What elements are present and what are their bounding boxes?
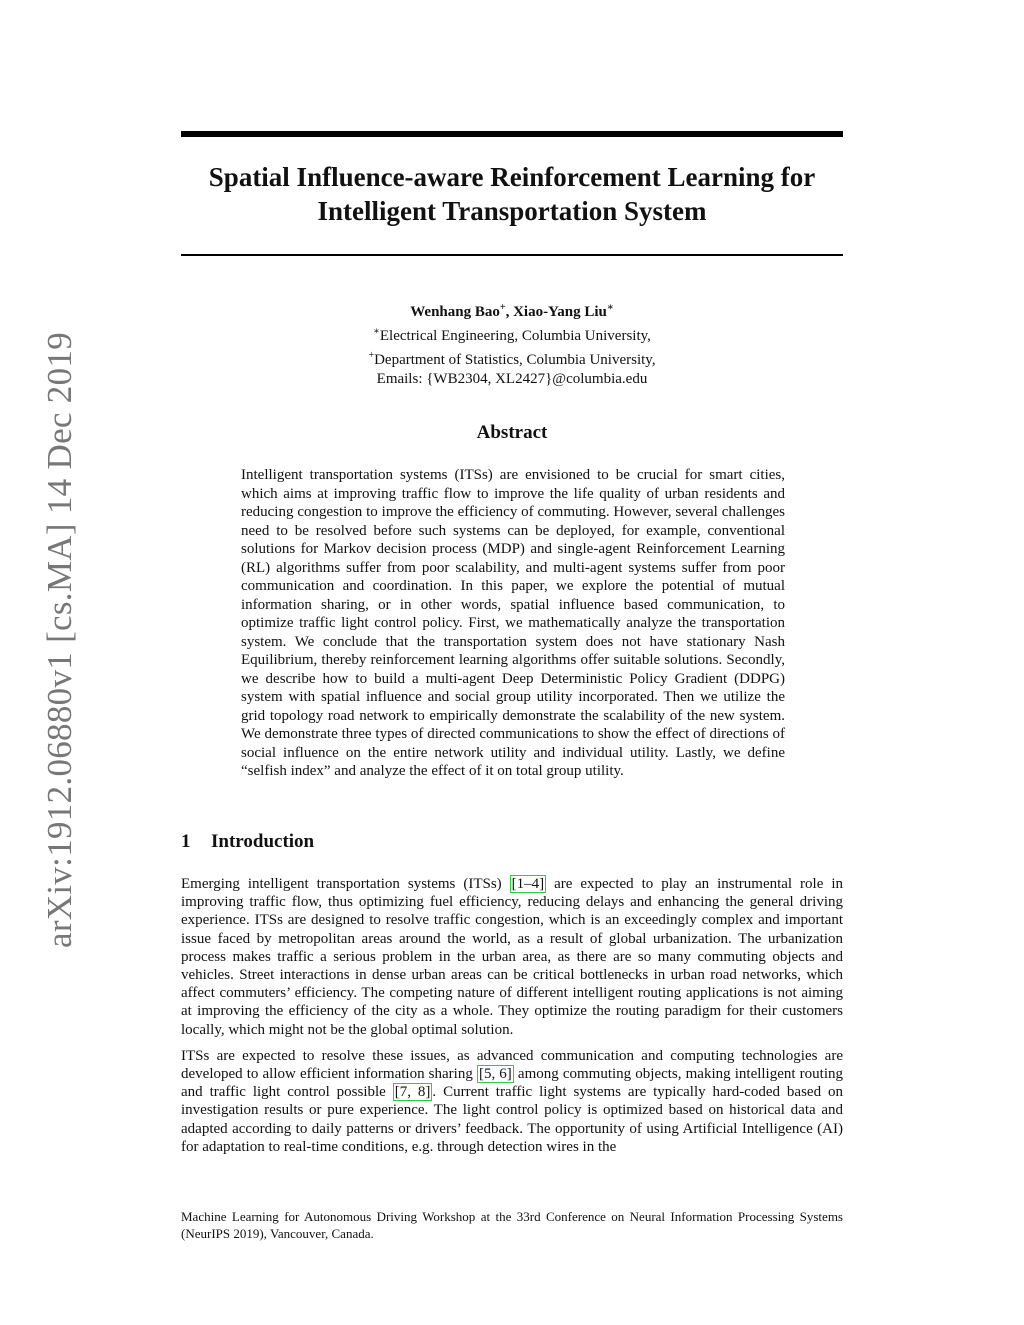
author-emails: Emails: {WB2304, XL2427}@columbia.edu xyxy=(376,371,648,387)
section-heading xyxy=(181,831,314,853)
abstract-text: Intelligent transportation systems (ITSs) are envisioned to be crucial for smart cities, which aims at improving traffic flow to improve the life quality of urban residents and reducing congestion to improve the efficiency of commuting. However, several challenges need to be resolved before such systems can be deployed, for example, conventional solutions for Markov decision process (MDP) and single-agent Reinforcement Learning (RL) algorithms suffer from poor scalability, and multi-agent systems suffer from poor communication and coordination. In this paper, we explore the potential of mutual information sharing, or in other words, spatial influence based communication, to optimize traffic light control policy. First, we mathematically analyze the transportation system. We conclude that the transportation system does not have stationary Nash Equilibrium, thereby reinforcement learning algorithms offer suitable solutions. Secondly, we describe how to build a multi-agent Deep Deterministic Policy Gradient (DDPG) system with spatial influence and social group utility incorporated. Then we utilize the grid topology road network to empirically demonstrate the scalability of the new system. We demonstrate three types of directed communications to show the effect of directions of social influence on the entire network utility and individual utility. Lastly, we define “selfish index” and analyze the effect of it on total group utility. xyxy=(241,467,785,779)
affiliation-1-text: Electrical Engineering, Columbia University, xyxy=(379,328,651,344)
section-title: Introduction xyxy=(211,831,315,852)
author-block xyxy=(181,298,843,389)
introduction-body xyxy=(181,875,843,1164)
paragraph-2-text-c: . Current traffic light systems are typically hard-coded based on investigation results or pure experience. The light control policy is optimized based on historical data and adapted according to daily patterns or drivers’ feedback. The opportunity of using Artificial Intelligence (AI) for adaptation to real-time conditions, e.g. through detection wires in the xyxy=(181,1084,843,1155)
author-1: Wenhang Bao xyxy=(410,304,500,320)
citation-link[interactable]: [5, 6] xyxy=(478,1066,512,1083)
section-number: 1 xyxy=(181,831,191,852)
author-separator: , xyxy=(505,304,514,320)
affiliation-2-mark: + xyxy=(368,350,375,361)
title-top-rule xyxy=(181,131,843,137)
abstract-heading: Abstract xyxy=(476,422,548,443)
citation-link[interactable]: [7, 8] xyxy=(394,1084,431,1101)
paragraph-1-text-b: are expected to play an instrumental role in improving traffic flow, thus optimizing fuel efficiency, reducing delays and enhancing the general driving experience. ITSs are designed to resolve traffic congestion, which is an exceedingly complex and important issue faced by metropolitan areas around the world, as a result of global urbanization. The urbanization process makes traffic a serious problem in the urban area, as there are so many commuting objects and vehicles. Street interactions in dense urban areas can be critical bottlenecks in urban road networks, which affect commuters’ efficiency. The competing nature of different intelligent routing applications is not aiming at improving the efficiency of the city as a whole. They optimize the routing paradigm for their customers locally, which might not be the global optimal solution. xyxy=(181,876,843,1038)
paragraph-1-text-a: Emerging intelligent transportation systems (ITSs) xyxy=(181,876,510,892)
citation-link[interactable]: [1–4] xyxy=(511,876,545,892)
paragraph-2-text-a: ITSs are expected to resolve these issues, as advanced communication and computing technologies are developed to allow efficient information sharing xyxy=(181,1047,843,1083)
paragraph-2-text-b: among commuting objects, making intelligent routing and traffic light control possible xyxy=(181,1066,843,1101)
affiliation-1 xyxy=(181,322,843,346)
affiliation-2 xyxy=(181,346,843,370)
title-line-1: Spatial Influence-aware Reinforcement Learning for xyxy=(208,162,816,192)
title-line-2: Intelligent Transportation System xyxy=(317,196,707,226)
paper-title xyxy=(181,160,843,228)
author-2-mark: ∗ xyxy=(606,302,614,313)
author-2: Xiao-Yang Liu xyxy=(513,304,607,320)
title-bottom-rule xyxy=(181,254,843,256)
author-names xyxy=(181,298,843,322)
paragraph-1 xyxy=(181,875,843,1039)
affiliation-2-text: Department of Statistics, Columbia University, xyxy=(374,352,656,368)
venue-footnote: Machine Learning for Autonomous Driving Workshop at the 33rd Conference on Neural Information Processing Systems (NeurIPS 2019), Vancouver, Canada. xyxy=(181,1209,843,1241)
author-1-mark: + xyxy=(499,302,506,313)
paragraph-2 xyxy=(181,1047,843,1156)
arxiv-stamp: arXiv:1912.06880v1 [cs.MA] 14 Dec 2019 xyxy=(40,331,79,949)
affiliation-1-mark: ∗ xyxy=(373,326,380,337)
